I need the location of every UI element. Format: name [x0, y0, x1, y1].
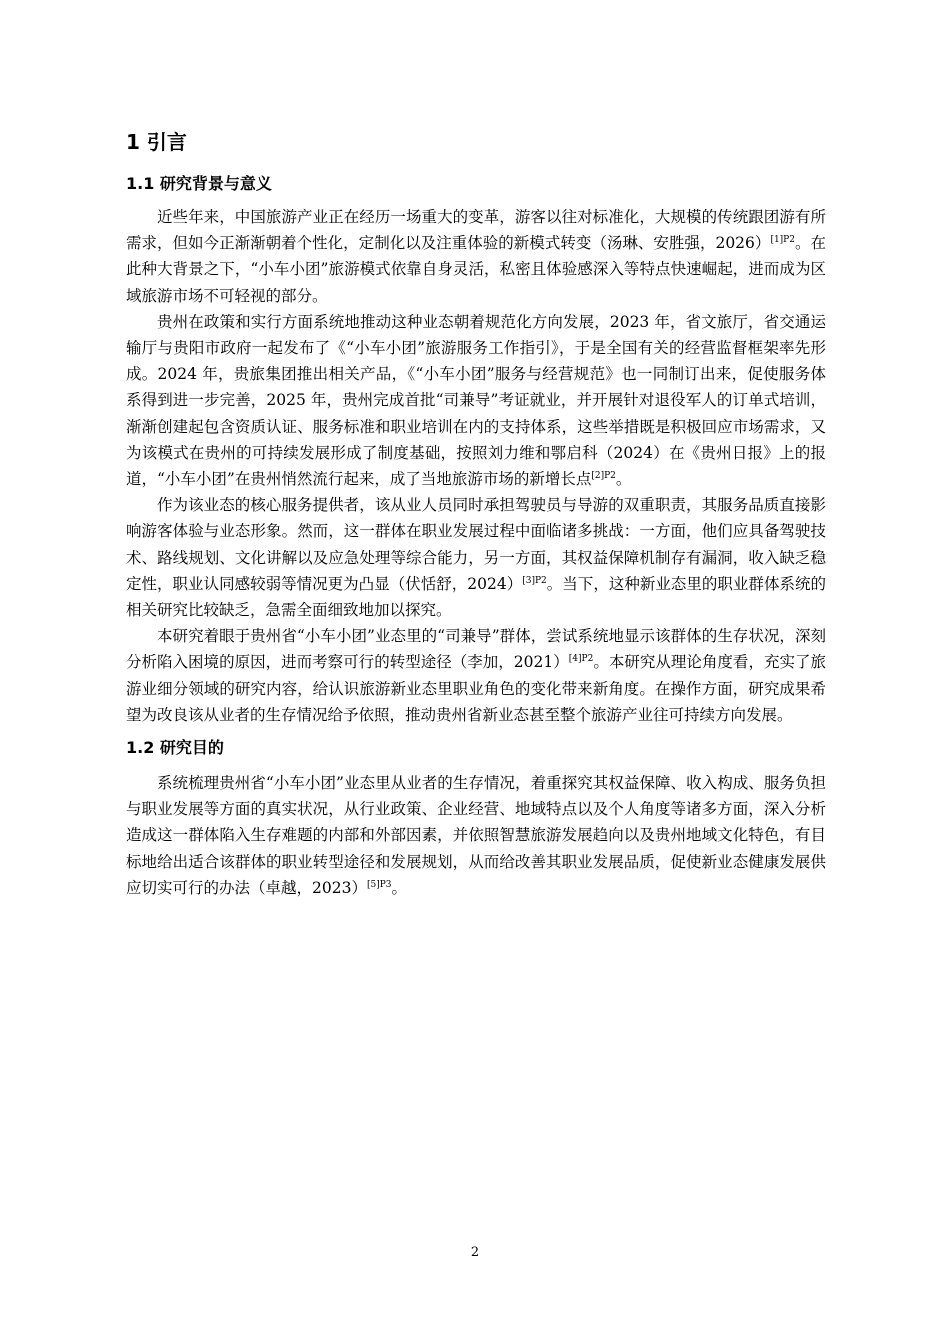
- paragraph: [126, 770, 826, 901]
- citation-ref: [3]P2: [522, 575, 547, 586]
- citation-ref: [2]P2: [591, 470, 616, 481]
- paragraph: [126, 492, 826, 623]
- paragraph: [126, 623, 826, 728]
- citation-ref: [1]P2: [770, 235, 795, 246]
- paragraph-text-tail: 。: [391, 878, 407, 897]
- paragraph-text-tail: 。在此种大背景之下，“小车小团”旅游模式依靠自身灵活，私密且体验感深入等特点快速崛起，进而成为区域旅游市场不可轻视的部分。: [126, 234, 826, 305]
- paragraph-text-tail: 。: [615, 470, 632, 489]
- paragraph-text-tail: 。当下，这种新业态里的职业群体系统的相关研究比较缺乏，急需全面细致地加以探究。: [126, 574, 826, 620]
- paragraph-text: 本研究着眼于贵州省“小车小团”业态里的“司兼导”群体，尝试系统地显示该群体的生存状况，深刻分析陷入困境的原因，进而考察可行的转型途径（李加，2021）: [126, 627, 826, 672]
- paragraph-text-tail: 。本研究从理论角度看，充实了旅游业细分领域的研究内容，给认识旅游新业态里职业角色的变化带来新角度。在操作方面，研究成果希望为改良该从业者的生存情况给予依照，推动贵州省新业态甚至整个旅游产业往可持续方向发展。: [126, 653, 826, 724]
- chapter-title: 1 引言: [126, 130, 187, 154]
- page-number: 2: [470, 1245, 480, 1260]
- citation-ref: [4]P2: [568, 654, 594, 665]
- paragraph-text: 系统梳理贵州省“小车小团”业态里从业者的生存情况，着重探究其权益保障、收入构成、服务负担与职业发展等方面的真实状况，从行业政策、企业经营、地域特点以及个人角度等诸多方面，深入分析造成这一群体陷入生存难题的内部和外部因素，并依照智慧旅游发展趋向以及贵州地域文化特色，有目标地给出适合该群体的职业转型途径和发展规划，从而给改善其职业发展品质，促使新业态健康发展供应切实可行的办法（卓越，2023）: [126, 774, 826, 897]
- paragraph-text: 近些年来，中国旅游产业正在经历一场重大的变革，游客以往对标准化，大规模的传统跟团游有所需求，但如今正渐渐朝着个性化，定制化以及注重体验的新模式转变（汤琳、安胜强，2026）: [126, 208, 826, 253]
- section-title-background: 1.1 研究背景与意义: [126, 174, 272, 193]
- citation-ref: [5]P3: [366, 879, 392, 890]
- paragraph: [126, 309, 826, 492]
- paragraph: [126, 204, 826, 309]
- paragraph-text: 作为该业态的核心服务提供者，该从业人员同时承担驾驶员与导游的双重职责，其服务品质直接影响游客体验与业态形象。然而，这一群体在职业发展过程中面临诸多挑战：一方面，他们应具备驾驶技术、路线规划、文化讲解以及应急处理等综合能力，另一方面，其权益保障机制存有漏洞，收入缺乏稳定性，职业认同感较弱等情况更为凸显（伏恬舒，2024）: [126, 496, 826, 593]
- page-body: [126, 128, 826, 901]
- paragraph-text: 贵州在政策和实行方面系统地推动这种业态朝着规范化方向发展，2023 年，省文旅厅，省交通运输厅与贵阳市政府一起发布了《“小车小团”旅游服务工作指引》，于是全国有关的经营监督框架率先形成。2024 年，贵旅集团推出相关产品，《“小车小团”服务与经营规范》也一同制订出来，促使服务体系得到进一步完善，2025 年，贵州完成首批“司兼导”考证就业，并开展针对退役军人的订单式培训，渐渐创建起包含资质认证、服务标准和职业培训在内的支持体系，这些举措既是积极回应市场需求，又为该模式在贵州的可持续发展形成了制度基础，按照刘力维和鄂启科（2024）在《贵州日报》上的报道，“小车小团”在贵州悄然流行起来，成了当地旅游市场的新增长点: [126, 312, 826, 489]
- section-title-objective: 1.2 研究目的: [126, 738, 224, 758]
